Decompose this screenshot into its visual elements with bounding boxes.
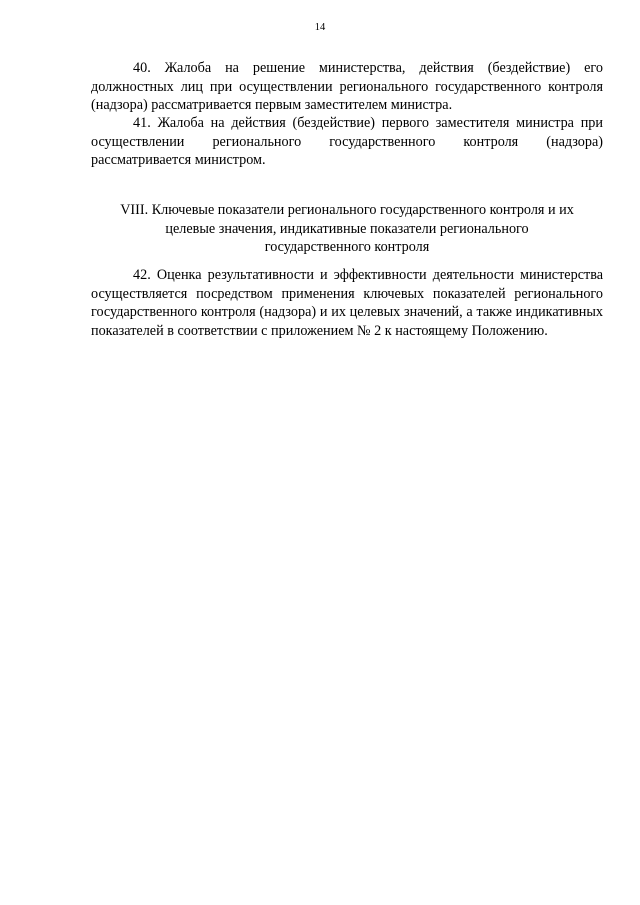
section-title-line-2: целевые значения, индикативные показатели регионального [165,220,529,237]
paragraph-41: 41. Жалоба на действия (бездействие) первого заместителя министра при осуществлении регионального государственного контроля (надзора) рассматривается министром. [91,115,603,168]
page-number: 14 [314,22,326,33]
section-title-line-3: государственного контроля [264,239,430,255]
section-title [91,201,603,257]
section-title-line-1: VIII. Ключевые показатели регионального государственного контроля и их [120,202,574,218]
paragraph-40: 40. Жалоба на решение министерства, действия (бездействие) его должностных лиц при осуществлении регионального государственного контроля (надзора) рассматривается первым заместителем министра. [91,60,603,113]
paragraph-42: 42. Оценка результативности и эффективности деятельности министерства осуществляется посредством применения ключевых показателей регионального государственного контроля (надзора) и их целевых значений, а также индикативных показателей в соответствии с приложением № 2 к настоящему Положению. [91,267,603,339]
